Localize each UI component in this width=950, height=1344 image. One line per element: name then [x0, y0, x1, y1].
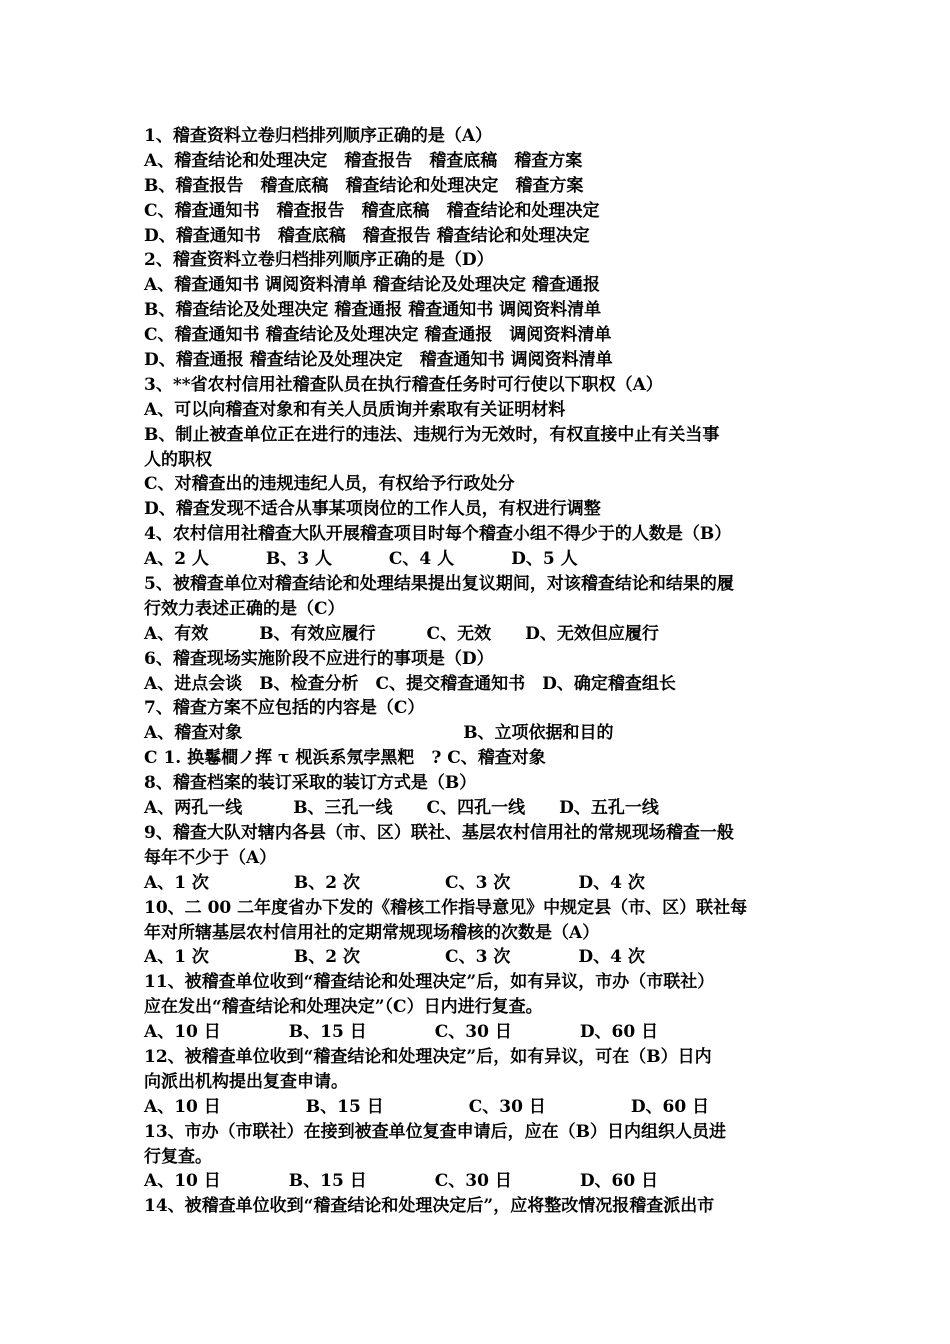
text-line: A、1 次 B、2 次 C、3 次 D、4 次	[144, 872, 645, 893]
text-line: 5、被稽查单位对稽查结论和处理结果提出复议期间，对该稽查结论和结果的履	[144, 574, 734, 595]
text-line: 10、二 00 二年度省办下发的《稽核工作指导意见》中规定县（市、区）联社每	[144, 897, 748, 918]
text-line: B、稽查报告 稽查底稿 稽查结论和处理决定 稽查方案	[144, 175, 584, 196]
text-line: A、1 次 B、2 次 C、3 次 D、4 次	[144, 947, 645, 968]
text-line: D、稽查通知书 稽查底稿 稽查报告 稽查结论和处理决定	[144, 225, 590, 246]
text-line: A、10 日 B、15 日 C、30 日 D、60 日	[144, 1171, 659, 1192]
text-line: A、稽查通知书 调阅资料清单 稽查结论及处理决定 稽查通报	[144, 275, 600, 296]
text-line: D、稽查通报 稽查结论及处理决定 稽查通知书 调阅资料清单	[144, 350, 613, 371]
text-line: A、进点会谈 B、检查分析 C、提交稽查通知书 D、确定稽查组长	[144, 673, 676, 694]
text-line: 8、稽查档案的装订采取的装订方式是（B）	[144, 773, 477, 794]
text-line: A、10 日 B、15 日 C、30 日 D、60 日	[144, 1096, 710, 1117]
text-line: B、稽查结论及处理决定 稽查通报 稽查通知书 调阅资料清单	[144, 300, 602, 321]
text-line: 年对所辖基层农村信用社的定期常规现场稽核的次数是（A）	[144, 922, 600, 943]
text-line: 3、**省农村信用社稽查队员在执行稽查任务时可行使以下职权（A）	[144, 374, 663, 395]
text-line: 2、稽查资料立卷归档排列顺序正确的是（D）	[144, 250, 494, 271]
text-line: C、对稽查出的违规违纪人员，有权给予行政处分	[144, 474, 515, 495]
document-body	[144, 124, 816, 1219]
text-line: C、稽查通知书 稽查结论及处理决定 稽查通报 调阅资料清单	[144, 325, 612, 346]
text-line: 14、被稽查单位收到“稽查结论和处理决定后”，应将整改情况报稽查派出市	[144, 1196, 715, 1217]
text-line: A、稽查对象 B、立项依据和目的	[144, 723, 614, 744]
text-line: 行复查。	[144, 1146, 212, 1167]
text-line: 应在发出“稽查结论和处理决定”（C）日内进行复查。	[144, 997, 543, 1018]
text-line: C、稽查通知书 稽查报告 稽查底稿 稽查结论和处理决定	[144, 200, 600, 221]
text-line: A、可以向稽查对象和有关人员质询并索取有关证明材料	[144, 399, 566, 420]
text-line: 行效力表述正确的是（C）	[144, 598, 345, 619]
text-line: 11、被稽查单位收到“稽查结论和处理决定”后，如有异议，市办（市联社）	[144, 972, 715, 993]
text-line: 向派出机构提出复查申请。	[144, 1071, 348, 1092]
text-line: 9、稽查大队对辖内各县（市、区）联社、基层农村信用社的常规现场稽查一般	[144, 822, 734, 843]
text-line: 13、市办（市联社）在接到被查单位复查申请后，应在（B）日内组织人员进	[144, 1121, 727, 1142]
text-line: A、有效 B、有效应履行 C、无效 D、无效但应履行	[144, 623, 659, 644]
text-line: B、制止被查单位正在进行的违法、违规行为无效时，有权直接中止有关当事	[144, 424, 720, 445]
text-line: A、2 人 B、3 人 C、4 人 D、5 人	[144, 549, 578, 570]
text-line: C 1. 换鬈橺ノ挥 τ 枧浜系氖孛黑粑 ? C、稽查对象	[144, 748, 546, 769]
text-line: 人的职权	[144, 449, 212, 470]
text-line: 6、稽查现场实施阶段不应进行的事项是（D）	[144, 648, 494, 669]
text-line: 每年不少于（A）	[144, 847, 277, 868]
text-line: 12、被稽查单位收到“稽查结论和处理决定”后，如有异议，可在（B）日内	[144, 1046, 712, 1067]
text-line: D、稽查发现不适合从事某项岗位的工作人员，有权进行调整	[144, 499, 601, 520]
text-line: A、两孔一线 B、三孔一线 C、四孔一线 D、五孔一线	[144, 798, 659, 819]
text-line: 7、稽查方案不应包括的内容是（C）	[144, 698, 425, 719]
text-line: 4、农村信用社稽查大队开展稽查项目时每个稽查小组不得少于的人数是（B）	[144, 524, 732, 545]
text-line: 1、稽查资料立卷归档排列顺序正确的是（A）	[144, 126, 493, 146]
text-line: A、稽查结论和处理决定 稽查报告 稽查底稿 稽查方案	[144, 150, 583, 171]
text-line: A、10 日 B、15 日 C、30 日 D、60 日	[144, 1022, 659, 1043]
